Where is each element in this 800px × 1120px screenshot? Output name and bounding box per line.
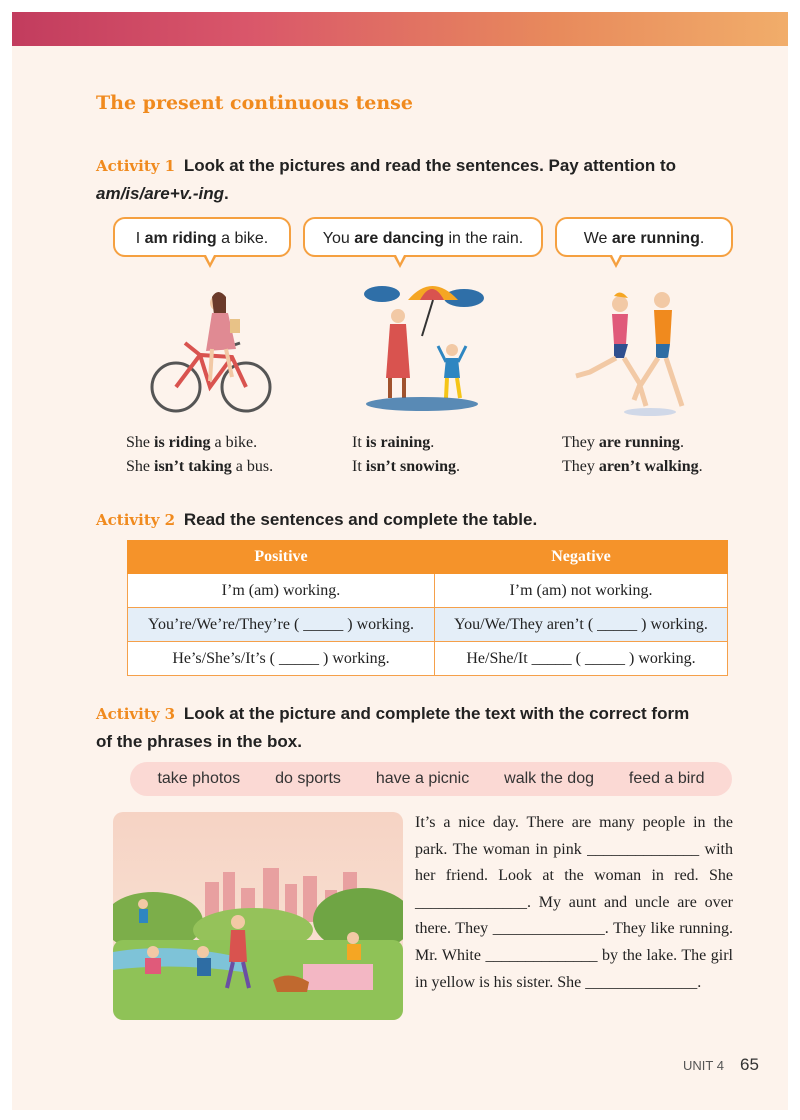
caption1-line2-bold: isn’t taking <box>154 458 232 475</box>
bubble1-post: a bike. <box>216 230 269 247</box>
caption2-line1-post: . <box>430 434 435 451</box>
bubble2-bold: are dancing <box>354 230 445 247</box>
caption2-line1-bold: is raining <box>365 434 431 451</box>
phrase-item: have a picnic <box>375 770 470 787</box>
speech-bubble-1 <box>113 217 291 257</box>
table-row <box>128 642 728 676</box>
speech-bubble-2 <box>303 217 543 257</box>
caption1-line1-pre: She <box>126 434 154 451</box>
bubble3-bold: are running <box>611 230 700 247</box>
table-row <box>128 608 728 642</box>
table-header-negative: Negative <box>435 541 728 574</box>
caption2-line2-post: . <box>456 458 461 475</box>
caption3-line1-bold: are running <box>598 434 680 451</box>
bubble3-post: . <box>699 230 705 247</box>
activity1-instruction <box>96 152 736 207</box>
activity2-instruction <box>96 506 537 534</box>
activity3-instruction <box>96 700 736 755</box>
table-header-positive: Positive <box>128 541 435 574</box>
activity1-formula: am/is/are+v.-ing <box>96 184 225 203</box>
caption3-line2-post: . <box>698 458 703 475</box>
caption3-line2-pre: They <box>562 458 599 475</box>
activity2-tag: Activity 2 <box>96 511 176 529</box>
bubble2-post: in the rain. <box>444 230 524 247</box>
fill-in-text: It’s a nice day. There are many people in the park. The woman in pink ______________ with her friend. Look at the woman in red. She ______________. My aunt and uncle are over there. They ______________. They like running. Mr. White ______________ by the lake. The girl in yellow is his sister. She ______________. <box>415 814 733 991</box>
people-running-illustration <box>570 288 690 418</box>
table-row <box>128 574 728 608</box>
activity1-period: . <box>224 184 229 203</box>
dancing-in-rain-illustration <box>360 270 490 415</box>
phrase-box <box>130 762 732 796</box>
girl-riding-bike-illustration <box>140 285 280 415</box>
page-number: 65 <box>740 1055 759 1074</box>
caption2-line2-bold: isn’t snowing <box>365 458 457 475</box>
section-title: The present continuous tense <box>96 92 413 114</box>
caption3-line2-bold: aren’t walking <box>598 458 699 475</box>
table-cell[interactable]: He’s/She’s/It’s ( _____ ) working. <box>128 642 435 676</box>
bubble3-pre: We <box>583 230 612 247</box>
speech-bubble-3 <box>555 217 733 257</box>
footer-unit-label: UNIT 4 <box>683 1058 724 1073</box>
caption1-line2-post: a bus. <box>231 458 274 475</box>
table-cell[interactable]: You’re/We’re/They’re ( _____ ) working. <box>128 608 435 642</box>
table-cell: I’m (am) working. <box>128 574 435 608</box>
caption3-line1-post: . <box>679 434 684 451</box>
activity2-instruction-text: Read the sentences and complete the table. <box>183 510 538 529</box>
bubble1-pre: I <box>135 230 145 247</box>
caption1-line1-bold: is riding <box>154 434 211 451</box>
phrase-item: walk the dog <box>504 770 594 787</box>
phrase-item: take photos <box>157 770 241 787</box>
caption-2 <box>352 431 460 479</box>
activity3-instruction-text: Look at the picture and complete the text with the correct form <box>183 704 690 723</box>
activity3-instruction-text-2: of the phrases in the box. <box>96 732 302 751</box>
caption-1 <box>126 431 273 479</box>
activity3-tag: Activity 3 <box>96 705 176 723</box>
caption2-line2-pre: It <box>352 458 366 475</box>
caption3-line1-pre: They <box>562 434 599 451</box>
table-cell[interactable]: He/She/It _____ ( _____ ) working. <box>435 642 728 676</box>
phrase-item: feed a bird <box>628 770 705 787</box>
activity1-tag: Activity 1 <box>96 157 176 175</box>
grammar-table <box>127 540 728 676</box>
caption2-line1-pre: It <box>352 434 366 451</box>
caption1-line1-post: a bike. <box>210 434 258 451</box>
phrase-item: do sports <box>275 770 341 787</box>
bubble2-pre: You <box>322 230 355 247</box>
caption-3 <box>562 431 703 479</box>
header-band <box>12 12 788 46</box>
table-cell[interactable]: You/We/They aren’t ( _____ ) working. <box>435 608 728 642</box>
bubble1-bold: am riding <box>144 230 217 247</box>
table-cell: I’m (am) not working. <box>435 574 728 608</box>
activity1-instruction-text: Look at the pictures and read the sentences. Pay attention to <box>183 156 677 175</box>
park-scene-illustration <box>113 812 403 1020</box>
caption1-line2-pre: She <box>126 458 154 475</box>
